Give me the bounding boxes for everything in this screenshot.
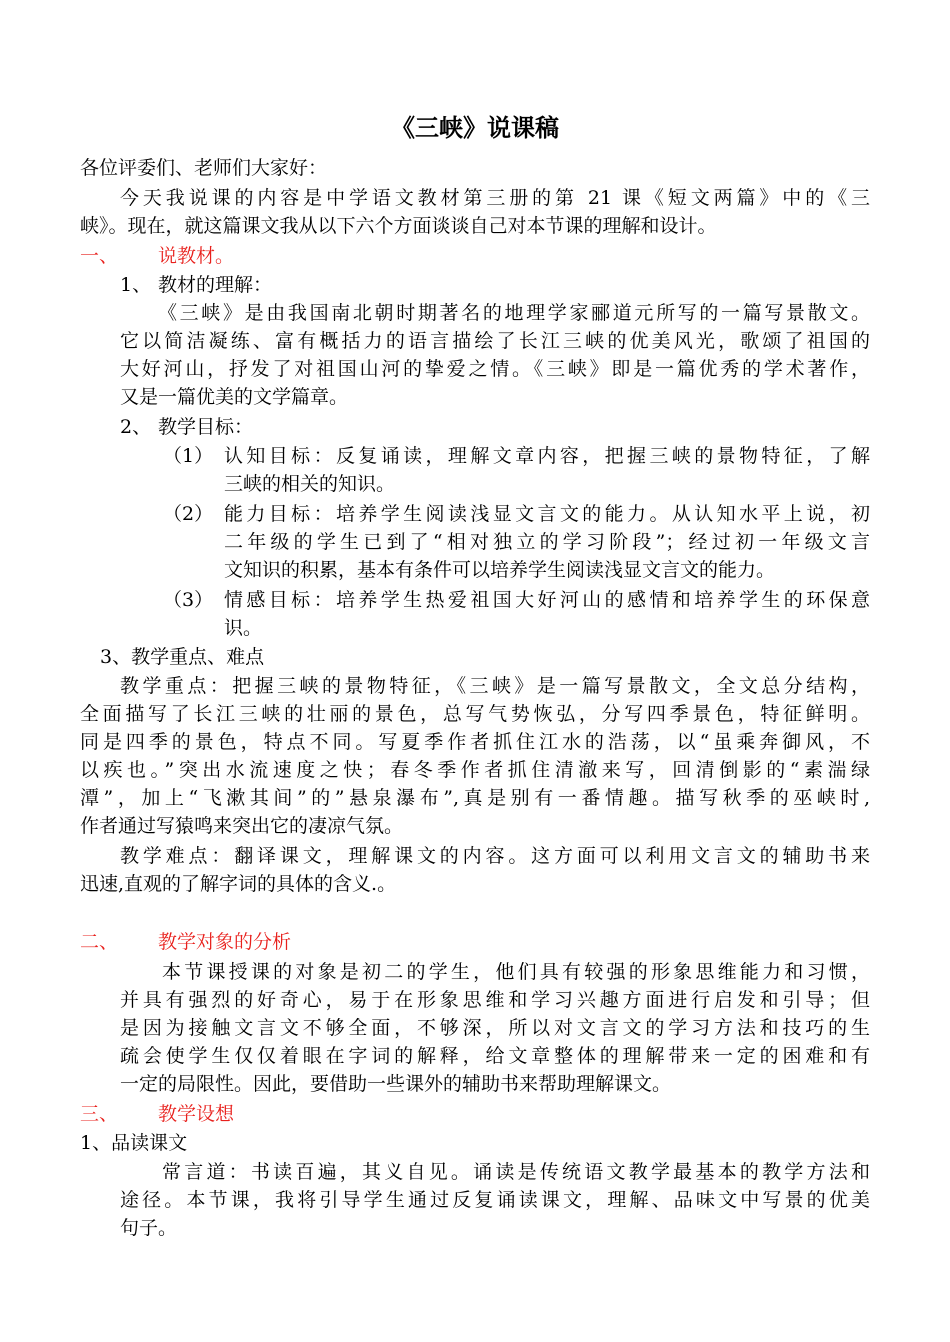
page-title: 《三峡》说课稿: [391, 114, 559, 142]
subsection-heading: 教材的理解：: [158, 274, 273, 296]
paragraph-line: 又是一篇优美的文学篇章。: [120, 386, 349, 408]
goal-line: 二年级的学生已到了“相对独立的学习阶段”；经过初一年级文言: [224, 531, 870, 553]
paragraph-line: 作者通过写猿鸣来突出它的凄凉气氛。: [80, 815, 404, 837]
paragraph-line: 潭”，加上“飞漱其间”的”悬泉瀑布”,真是别有一番情趣。描写秋季的巫峡时,: [80, 787, 870, 809]
paragraph-line: 是因为接触文言文不够全面，不够深，所以对文言文的学习方法和技巧的生: [120, 1017, 870, 1039]
goal-number: （2）: [163, 503, 214, 525]
subsection-heading: 教学目标：: [158, 416, 254, 438]
paragraph-line: 句子。: [120, 1217, 178, 1239]
paragraph-line: 迅速,直观的了解字词的具体的含义.。: [80, 873, 397, 895]
goal-line: 情感目标：培养学生热爱祖国大好河山的感情和培养学生的环保意: [224, 589, 870, 611]
subsection-number: 1、: [120, 274, 152, 296]
subsection-heading: 1、品读课文: [80, 1132, 188, 1154]
intro-line: 峡》。现在，就这篇课文我从以下六个方面谈谈自己对本节课的理解和设计。: [80, 215, 717, 237]
section-number: 二、: [80, 931, 119, 953]
section-heading: 教学对象的分析: [158, 931, 292, 953]
goal-line: 文知识的积累，基本有条件可以培养学生阅读浅显文言文的能力。: [224, 559, 776, 581]
paragraph-line: 教学重点：把握三峡的景物特征，《三峡》是一篇写景散文，全文总分结构，: [120, 675, 870, 697]
subsection-number: 2、: [120, 416, 152, 438]
paragraph-line: 本节课授课的对象是初二的学生，他们具有较强的形象思维能力和习惯，: [162, 961, 870, 983]
greeting: 各位评委们、老师们大家好：: [80, 157, 328, 179]
goal-line: 认知目标：反复诵读，理解文章内容，把握三峡的景物特征，了解: [224, 445, 870, 467]
paragraph-line: 一定的局限性。因此，要借助一些课外的辅助书来帮助理解课文。: [120, 1073, 672, 1095]
paragraph-line: 大好河山，抒发了对祖国山河的挚爱之情。《三峡》即是一篇优秀的学术著作，: [120, 358, 870, 380]
paragraph-line: 疏会使学生仅仅着眼在字词的解释，给文章整体的理解带来一定的困难和有: [120, 1045, 870, 1067]
subsection-heading: 3、教学重点、难点: [100, 646, 265, 668]
goal-line: 三峡的相关的知识。: [224, 473, 396, 495]
paragraph-line: 以疾也。”突出水流速度之快；春冬季作者抓住清澈来写，回清倒影的“素湍绿: [80, 759, 870, 781]
section-number: 三、: [80, 1103, 119, 1125]
paragraph-line: 常言道：书读百遍，其义自见。诵读是传统语文教学最基本的教学方法和: [162, 1161, 870, 1183]
paragraph-line: 途径。本节课，我将引导学生通过反复诵读课文，理解、品味文中写景的优美: [120, 1189, 870, 1211]
paragraph-line: 教学难点：翻译课文，理解课文的内容。这方面可以利用文言文的辅助书来: [120, 845, 870, 867]
paragraph-line: 它以简洁凝练、富有概括力的语言描绘了长江三峡的优美风光，歌颂了祖国的: [120, 330, 870, 352]
section-heading: 说教材。: [158, 245, 235, 267]
goal-number: （1）: [163, 445, 214, 467]
section-heading: 教学设想: [158, 1103, 235, 1125]
section-number: 一、: [80, 245, 119, 267]
goal-line: 识。: [224, 617, 263, 639]
paragraph-line: 并具有强烈的好奇心，易于在形象思维和学习兴趣方面进行启发和引导；但: [120, 989, 870, 1011]
goal-line: 能力目标：培养学生阅读浅显文言文的能力。从认知水平上说，初: [224, 503, 870, 525]
paragraph-line: 《三峡》是由我国南北朝时期著名的地理学家郦道元所写的一篇写景散文。: [158, 302, 870, 324]
intro-line: 今天我说课的内容是中学语文教材第三册的第 21 课《短文两篇》中的《三: [120, 187, 870, 209]
paragraph-line: 全面描写了长江三峡的壮丽的景色，总写气势恢弘，分写四季景色，特征鲜明。: [80, 703, 870, 725]
paragraph-line: 同是四季的景色，特点不同。写夏季作者抓住江水的浩荡，以“虽乘奔御风，不: [80, 731, 870, 753]
goal-number: （3）: [163, 589, 214, 611]
